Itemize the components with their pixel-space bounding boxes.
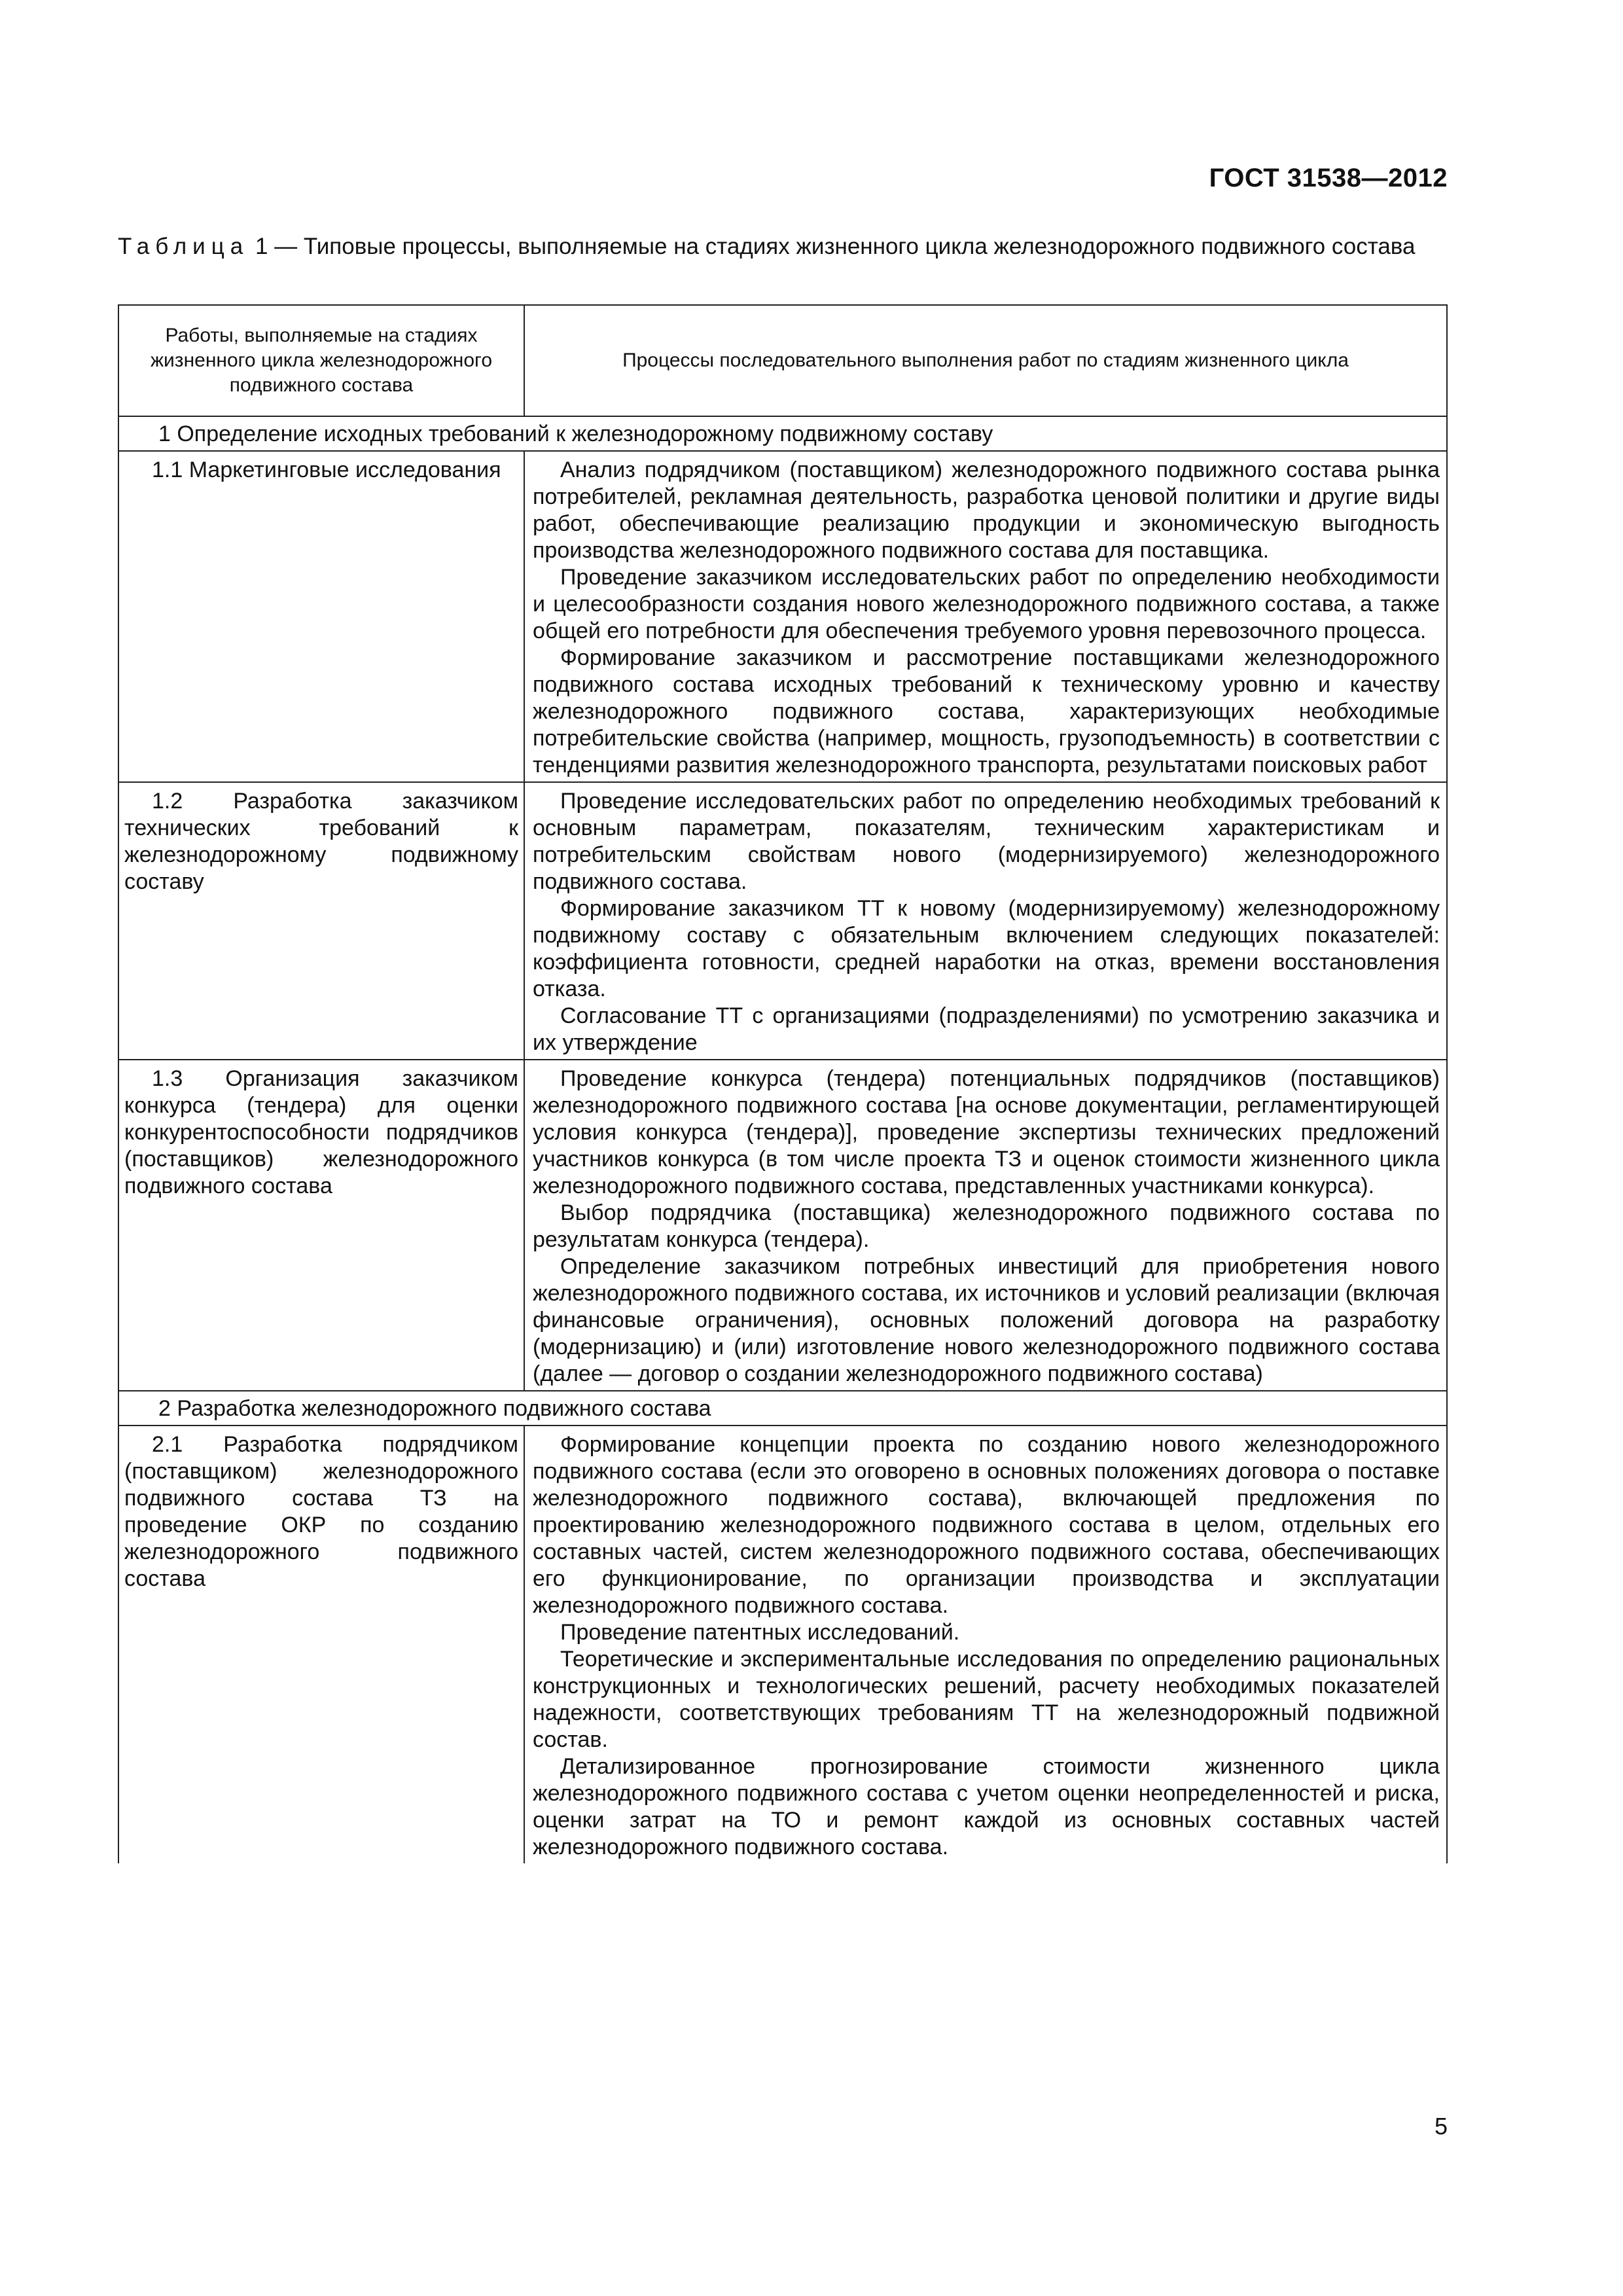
- process-paragraph: Теоретические и экспериментальные исследования по определению рациональных конструкционных и технологических решений, расчету необходимых показателей надежности, соответствующих требованиям ТТ на железнодорожный подвижной состав.: [533, 1647, 1440, 1752]
- column-header-works: Работы, выполняемые на стадиях жизненного цикла железнодорожного подвижного состава: [118, 305, 524, 416]
- process-paragraph: Анализ подрядчиком (поставщиком) железнодорожного подвижного состава рынка потребителей, рекламная деятельность, разработка ценовой политики и другие виды работ, обеспечивающие реализацию продукции и экономическую выгодность производства железнодорожного подвижного состава для поставщика.: [533, 457, 1440, 563]
- processes-table: [118, 304, 1448, 1863]
- table-header-row: [118, 305, 1447, 416]
- process-paragraph: Проведение патентных исследований.: [560, 1620, 960, 1645]
- table-row: [118, 1426, 1447, 1863]
- process-paragraph: Формирование заказчиком ТТ к новому (модернизируемому) железнодорожному подвижному составу с обязательным включением следующих показателей: коэффициента готовности, средней наработки на отказ, времени восстановления отказа.: [533, 896, 1440, 1001]
- process-paragraph: Детализированное прогнозирование стоимости жизненного цикла железнодорожного подвижного состава с учетом оценки неопределенностей и риска, оценки затрат на ТО и ремонт каждой из основных составных частей железнодорожного подвижного состава.: [533, 1754, 1440, 1859]
- process-cell: [524, 1426, 1447, 1863]
- section-row: [118, 416, 1447, 451]
- work-cell: 1.3 Организация заказчиком конкурса (тендера) для оценки конкурентоспособности подрядчиков (поставщиков) железнодорожного подвижного состава: [118, 1060, 524, 1391]
- process-paragraph: Формирование концепции проекта по созданию нового железнодорожного подвижного состава (если это оговорено в основных положениях договора о поставке железнодорожного подвижного состава), включающей предложения по проектированию железнодорожного подвижного состава в целом, отдельных его составных частей, систем железнодорожного подвижного состава, обеспечивающих его функционирование, по организации производства и эксплуатации железнодорожного подвижного состава.: [533, 1432, 1440, 1618]
- process-paragraph: Определение заказчиком потребных инвестиций для приобретения нового железнодорожного подвижного состава, их источников и условий реализации (включая финансовые ограничения), основных положений договора на разработку (модернизацию) и (или) изготовление нового железнодорожного подвижного состава (далее — договор о создании железнодорожного подвижного состава): [533, 1254, 1440, 1386]
- table-row: [118, 1060, 1447, 1391]
- process-paragraph: Проведение конкурса (тендера) потенциальных подрядчиков (поставщиков) железнодорожного подвижного состава [на основе документации, регламентирующей условия конкурса (тендера)], проведение экспертизы технических предложений участников конкурса (в том числе проекта ТЗ и оценок стоимости жизненного цикла железнодорожного подвижного состава, представленных участниками конкурса).: [533, 1066, 1440, 1198]
- work-cell: 1.2 Разработка заказчиком технических требований к железнодорожному подвижному составу: [118, 782, 524, 1060]
- process-paragraph: Проведение исследовательских работ по определению необходимых требований к основным параметрам, показателям, техническим характеристикам и потребительским свойствам нового (модернизируемого) железнодорожного подвижного состава.: [533, 789, 1440, 894]
- process-paragraph: Проведение заказчиком исследовательских работ по определению необходимости и целесообразности создания нового железнодорожного подвижного состава, а также общей его потребности для обеспечения требуемого уровня перевозочного процесса.: [533, 565, 1440, 643]
- column-header-processes: Процессы последовательного выполнения работ по стадиям жизненного цикла: [524, 305, 1447, 416]
- work-cell: 1.1 Маркетинговые исследования: [118, 451, 524, 782]
- process-cell: [524, 1060, 1447, 1391]
- process-paragraph: Выбор подрядчика (поставщика) железнодорожного подвижного состава по результатам конкурса (тендера).: [533, 1200, 1440, 1252]
- table-caption: [118, 232, 1446, 261]
- section-title-2: 2 Разработка железнодорожного подвижного состава: [118, 1391, 1447, 1426]
- process-paragraph: Формирование заказчиком и рассмотрение поставщиками железнодорожного подвижного состава исходных требований к техническому уровню и качеству железнодорожного подвижного состава, характеризующих необходимые потребительские свойства (например, мощность, грузоподъемность) в соответствии с тенденциями развития железнодорожного транспорта, результатами поисковых работ: [533, 645, 1440, 778]
- work-cell: 2.1 Разработка подрядчиком (поставщиком) железнодорожного подвижного состава ТЗ на проведение ОКР по созданию железнодорожного подвижного состава: [118, 1426, 524, 1863]
- table-row: [118, 782, 1447, 1060]
- process-cell: [524, 451, 1447, 782]
- standard-number: ГОСТ 31538—2012: [1209, 164, 1448, 192]
- process-cell: [524, 782, 1447, 1060]
- section-row: [118, 1391, 1447, 1426]
- caption-text: 1 — Типовые процессы, выполняемые на стадиях жизненного цикла железнодорожного подвижного состава: [255, 234, 1416, 259]
- caption-label: Таблица: [118, 234, 249, 259]
- table-row: [118, 451, 1447, 782]
- page-number: 5: [1434, 2113, 1448, 2140]
- process-paragraph: Согласование ТТ с организациями (подразделениями) по усмотрению заказчика и их утверждение: [533, 1003, 1440, 1055]
- section-title-1: 1 Определение исходных требований к железнодорожному подвижному составу: [118, 416, 1447, 451]
